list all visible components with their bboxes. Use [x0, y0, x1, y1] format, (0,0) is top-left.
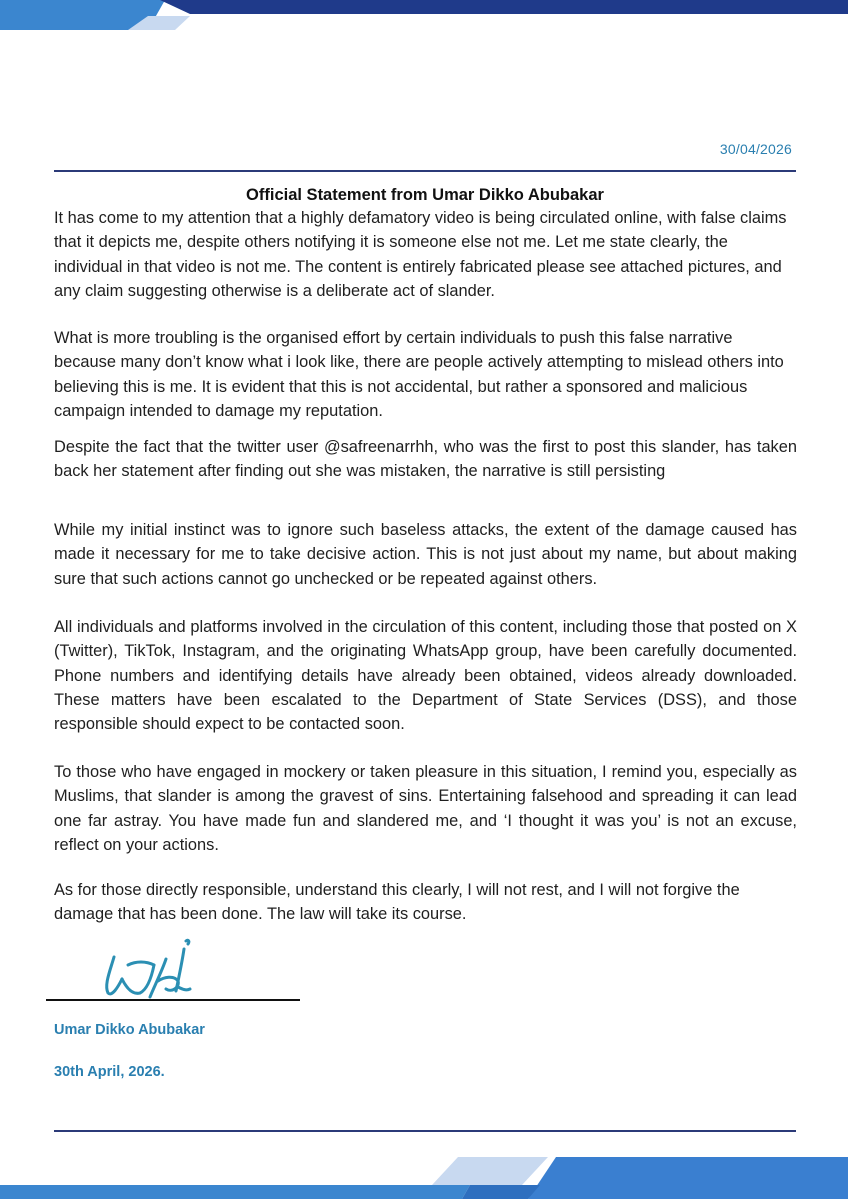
bottom-decorative-band: [0, 1157, 848, 1199]
header-divider: [54, 170, 796, 172]
paragraph-5: All individuals and platforms involved in the circulation of this content, including those that posted on X (Twitter), TikTok, Instagram, and the originating WhatsApp group, have been carefully documented. Phone numbers and identifying details have already been obtained, videos already downloaded. These matters have been escalated to the Department of State Services (DSS), and those responsible should expect to be contacted soon.: [54, 618, 797, 734]
statement-title: Official Statement from Umar Dikko Abubakar: [246, 186, 604, 204]
handwritten-signature: [92, 935, 212, 1005]
top-decorative-band: [0, 0, 848, 30]
letter-date: 30/04/2026: [719, 141, 792, 157]
footer-divider: [54, 1130, 796, 1132]
signer-name: Umar Dikko Abubakar: [54, 1022, 205, 1038]
paragraph-7: As for those directly responsible, understand this clearly, I will not rest, and I will not forgive the damage that has been done. The law will take its course.: [54, 881, 740, 924]
signature-line: [46, 999, 300, 1001]
paragraph-1: It has come to my attention that a highly defamatory video is being circulated online, with false claims that it depicts me, despite others notifying it is someone else not me. Let me state clearly, the individual in that video is not me. The content is entirely fabricated please see attached pictures, and any claim suggesting otherwise is a deliberate act of slander.: [54, 209, 787, 300]
paragraph-3: Despite the fact that the twitter user @safreenarrhh, who was the first to post this slander, has taken back her statement after finding out she was mistaken, the narrative is still persisting: [54, 438, 797, 481]
paragraph-6: To those who have engaged in mockery or taken pleasure in this situation, I remind you, especially as Muslims, that slander is among the gravest of sins. Entertaining falsehood and spreading it can lead one far astray. You have made fun and slandered me, and ‘I thought it was you’ is not an excuse, reflect on your actions.: [54, 763, 797, 854]
signed-date: 30th April, 2026.: [54, 1064, 165, 1080]
paragraph-2: What is more troubling is the organised effort by certain individuals to push this false narrative because many don’t know what i look like, there are people actively attempting to mislead others into believing this is me. It is evident that this is not accidental, but rather a sponsored and malicious campaign intended to damage my reputation.: [54, 329, 784, 420]
paragraph-4: While my initial instinct was to ignore such baseless attacks, the extent of the damage caused has made it necessary for me to take decisive action. This is not just about my name, but about making sure that such actions cannot go unchecked or be repeated against others.: [54, 521, 797, 588]
